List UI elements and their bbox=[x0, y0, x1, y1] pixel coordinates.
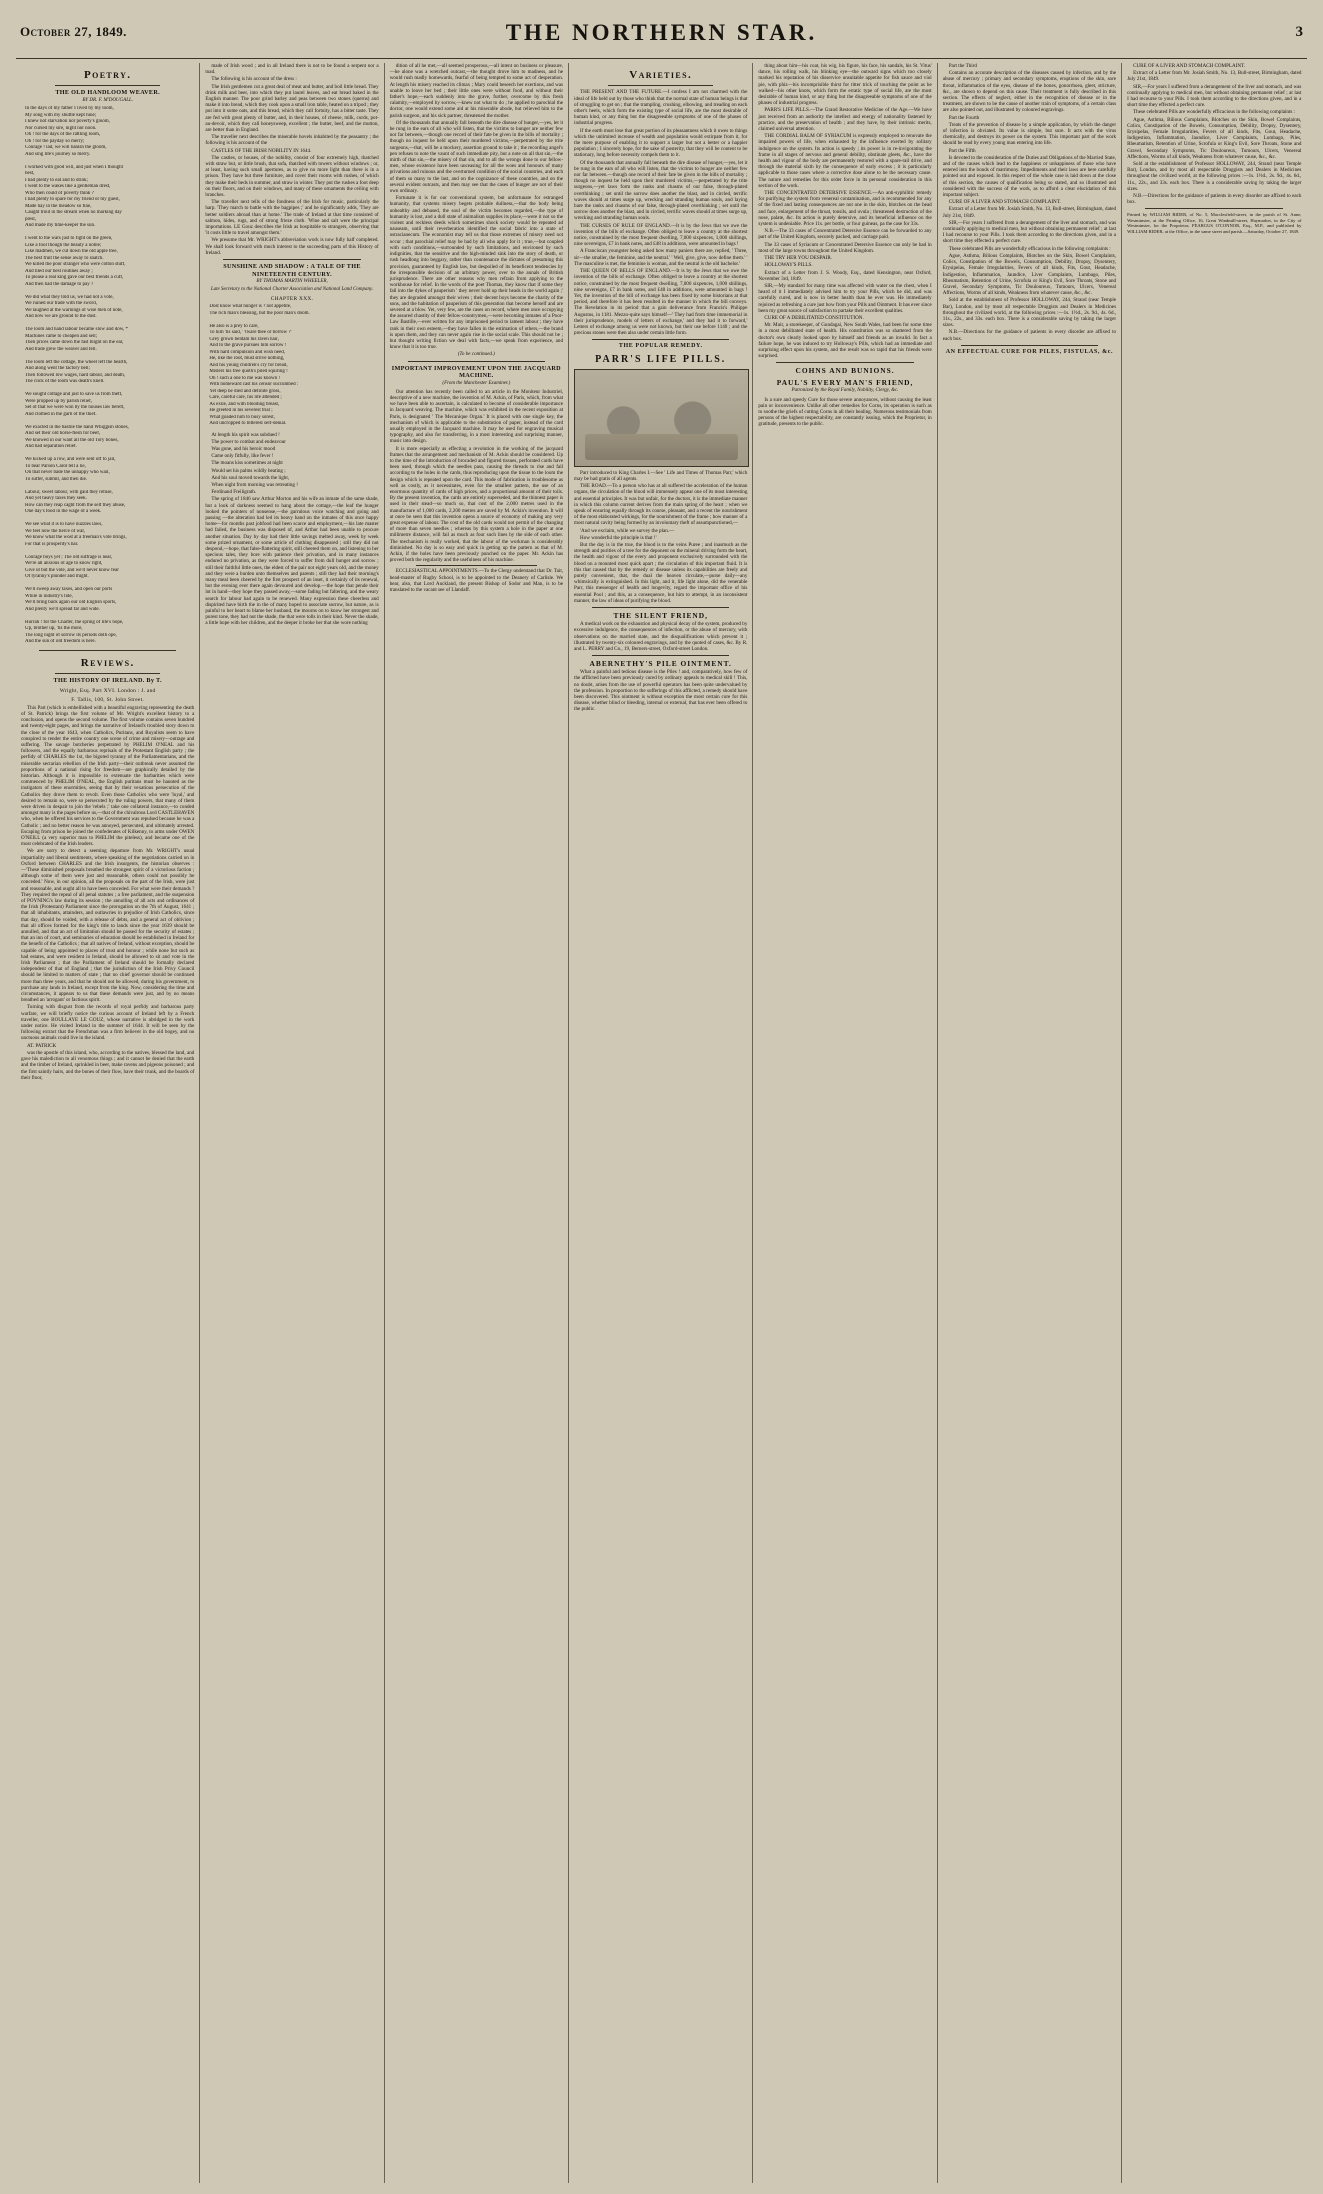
verse-line: And yet heavy taxes they seek. bbox=[25, 496, 87, 502]
verse-line: We sought cottage and just to save us from theft, bbox=[25, 392, 123, 398]
verse-line: The loom left the cottage, the wheel left the hearth, bbox=[25, 359, 128, 365]
verse-line: Courage ! lad, we will banish the gloom, bbox=[25, 145, 107, 151]
paragraph: When night from morning was retreating ! bbox=[211, 481, 298, 488]
verse-line: Dost know what hunger is ? not appetite, bbox=[209, 304, 292, 309]
paragraph: Part the Third bbox=[948, 63, 977, 69]
paragraph: This Part (which is embellished with a beautiful engraving representing the death of St. Patrick) brings the first volume of Mr. Wright's excellent history to a conclusion, and opens the second volume. The first volume contains seven hundred and twenty-eight pages, and brings the narrative of Ireland's troubled story down to the close of the year 1643, when Catholics, Puritans, and Royalists seem to have conspired to render the entire country one scene of crime and misery—outrage and suffering. The savage butcheries perpetrated by PHELIM O'NEAL and his followers, and the equally barbarous reprisals of the Protestant English party ; the perfidy of CHARLES the 1st, the bigoted tyranny of the Parliamentarians, and the miserable sectarian rebellion of the Irish party—their outbreak never assumed the proportions of a national rising for freedom—are graphically detailed by the historian. Although it is impossible to extenuate the barbarities which were commenced by PHELIM O'NEAL, the English puritans must be haunted as the instigators of these enormities, seeing that by their vexatious persecution of the Catholics they drove them to revolt. Even those Catholics who were 'loyal,' and desired to remain so, were so persecuted by the ruling powers, that many of them were driven in despair to join the 'rebels ;' take one collateral instance,—to conded amongst many is the pages before us,—that of the chivalrous Lord CASTLEHAVEN who, when he offered his services to the Government was repulsed because he was a Catholic ; and no better reason he was annoyed, persecuted, and ultimately arrested. Escaping from prison he joined the confederates of Kilkenny, to arms under OWEN O'NEILL (a very superior man to PHELIM the piteless), and became one of the most celebrated of the Irish leaders. bbox=[21, 704, 195, 848]
paragraph: SIR,—For years I suffered from a derangement of the liver and stomach, and was continually applying to medical men, but without obtaining permanent relief ; at last I had recourse to your Pills. I took them according to the directions given, and in a short time they effected a perfect cure. bbox=[1127, 83, 1302, 109]
jacquard-title: IMPORTANT IMPROVEMENT UPON THE JACQUARD MACHINE. bbox=[391, 364, 561, 380]
verse-line: And had separation relief. bbox=[25, 444, 77, 450]
verse-line: Who then could of poverty think ? bbox=[25, 190, 94, 196]
paragraph: Of the thousands that annually fall beneath the dire disease of hunger,—yes, let it be rung in the ears of all who will listen, that the victims to hunger are neither few nor far between.—though one record of their fate be given in the bills of mortality ; though no inquest be held upon their murdered victims,—perpetrated by the trite surgeons,—yet laws form the ranks and chasms of our false, through-plated overthinking ; set until the sorrow does another the blast, and in circled, terrific waves should at times surge up, wrecking and stranding human souls, and laying bare the ranks and chasms of our false, through-plated overthinking ; set until the sorrow does another the blast, and in circled, terrific waves should at times surge up, wrecking and stranding human souls. bbox=[574, 159, 748, 222]
verse-line: Yet deep he died and definite gross, bbox=[209, 388, 281, 394]
verse-line: And then had the damage to pay ? bbox=[25, 281, 94, 287]
paragraph: AT. PATRICK bbox=[27, 1042, 57, 1049]
verse-line: best, bbox=[25, 171, 35, 177]
paragraph: At length his spirit was subdued ! bbox=[211, 431, 280, 438]
column-1 bbox=[16, 63, 200, 2183]
paragraph: Ague, Asthma, Bilious Complaints, Blotches on the Skin, Bowel Complaints, Colics, Constipation of the Bowels, Consumption, Debility, Dropsy, Dysentery, Erysipelas, Female Irregularities, Fevers of all kinds, Fits, Gout, Headache, Indigestion, Inflammation, Jaundice, Liver Complaints, Lumbago, Piles, Rheumatism, Retention of Urine, Scrofula or King's Evil, Sore Throats, Stone and Gravel, Secondary Symptoms, Tic Douloureux, Tumours, Ulcers, Venereal Affections, Worms of all kinds, Weakness from whatever cause, &c., &c. bbox=[1127, 116, 1302, 160]
pauls-friend-patronage: Patronized by the Royal Family, Nobility, Clergy, &c. bbox=[791, 388, 899, 394]
verse-line: Nor cursed my sire, night nor noon. bbox=[25, 125, 97, 131]
paragraph: Ague, Asthma, Bilious Complaints, Blotches on the Skin, Bowel Complaints, Colics, Constipation of the Bowels, Consumption, Debility, Dropsy, Dysentery, Erysipelas, Female Irregularities, Fevers of all kinds, Fits, Gout, Headache, Indigestion, Inflammation, Jaundice, Liver Complaints, Lumbago, Piles, Rheumatism, Retention of Urine, Scrofula or King's Evil, Sore Throats, Stone and Gravel, Secondary Symptoms, Tic Douloureux, Tumours, Ulcers, Venereal Affections, Worms of all kinds, Weakness from whatever cause, &c., &c. bbox=[942, 252, 1117, 297]
verse-line: I had plenty to spare for my friend or my guest, bbox=[25, 197, 120, 203]
paragraph: made of Irish wood ; and in all Ireland there is not to be found a serpent nor a toad. bbox=[205, 63, 379, 76]
paragraph: 'And we exclaim, while we survey the plan.— bbox=[580, 527, 675, 534]
serial-title: SUNSHINE AND SHADOW : A TALE OF THE NINETEENTH CENTURY. bbox=[223, 263, 361, 278]
paragraph: HOLLOWAY'S PILLS. bbox=[764, 262, 813, 269]
verse-line: While in industry's tide, bbox=[25, 593, 73, 599]
verse-line: I worked with good will, and just when I thought bbox=[25, 164, 124, 170]
verse-line: We killed the poor stranger who were cotton stuff, bbox=[25, 262, 126, 268]
verse-line: The rich man's blessing, but the poor man's doom. bbox=[209, 310, 310, 316]
paragraph: We presume that Mr. WRIGHT's abbreviation work is now fully half completed. We shall look forward with much interest to the succeeding parts of this History of Ireland. bbox=[205, 237, 379, 256]
parr-pills-heading: PARR'S LIFE PILLS. bbox=[595, 353, 727, 365]
paragraph: CURE OF A LIVER AND STOMACH COMPLAINT. bbox=[948, 199, 1061, 206]
verse-line: And made my time-keeper the sun. bbox=[25, 223, 96, 229]
parr-pills-engraving bbox=[574, 369, 749, 467]
verse-line: He greeted in his severest trial ; bbox=[209, 408, 273, 413]
verse-line: And set their old horse-flesh for beef, bbox=[25, 431, 101, 437]
paragraph: The 33 cases of Syriacum or Concentrated Detersive Essence can only be had in most of the large towns throughout the United Kingdom. bbox=[758, 241, 932, 254]
column-2 bbox=[200, 63, 384, 2183]
serial-author-note: Late Secretary to the National Charter Association and National Land Company. bbox=[210, 287, 374, 293]
paragraph: Fortunate it is for our conventional system, but unfortunate for estranged humanity, that systems misery begets probable dullness,—that the body being unhealthy and debased, the soul of the victim becomes regarded,—the type of humanity is lost, and a dull state of animalism supplies its place,—were it not so the violent and reckless deeds which sometimes shock society would be repeated ad nauseam, until their reverberation identified the social fabric into a state of ostracianecum. The economist may tell us that those extremes of misery need not occur ; that parochial relief may be had by all who apply for it ; true,—but coupled with such conditions,—surrounded by such limitations, and environed by such indignities, that the sensitive and the high-minded sink into the story of death, or rush headlong into beggary, rather than countenance the dictates of presuming this provision, guaranteed by English law, but despoiled of its beneficent tendencies by the irresponsible decision of an arbitrary power, over to the annals of British jurisprudence. There are other reasons why men refrain from applying to the workhouse for relief. In the words of the poet Thomas, they know that if some they fall into the dykes of pauperism ' they never hold up their heads in the world again ;' they are degraded amongst their wives ; their decent boys become the charity of the sons, and the habitation of pauperism of this generation that become herself and are severed at a blow. Yet, very few, are the cases on record, where men once occupying the assured chastity of their fellow-countrymen,—were becoming inmates of a Poor-Law Bastille,—ever written for any imprisoned period to lament labour ; they have rank in their own esteem,—they have fallen in the estimation of others,—the brand is upon them, and they can never again rise in the social scale. This should not be ; but thought writing fiction we deal with facts,—we speak from experience, and know that it is too true. bbox=[389, 195, 564, 351]
paragraph: The following is his account of the dress : bbox=[211, 76, 297, 83]
verse-line: To bear Parson Carol tell a lie, bbox=[25, 463, 86, 469]
verse-line: And trade grew the weaver and fell. bbox=[25, 346, 97, 352]
verse-line: What goaded him to busy sorest, bbox=[209, 414, 275, 420]
verse-line: We feel now the tierce of war, bbox=[25, 528, 86, 534]
verse-line: Caught trout in the stream when no marking day bbox=[25, 210, 122, 216]
review-body bbox=[21, 705, 194, 1081]
paragraph: Contains an accurate description of the diseases caused by infection, and by the abuse of mercury ; primary and secondary symptoms, eruptions of the skin, sore throat, inflammation of the eyes, disease of the bones, gonorrhoea, gleet, stricture, &c., are shown to depend on this cause. Their treatment is fully described in this section. The effects of neglect, either in the recognition of disease or in the treatment, are shown to be the cause of another train of symptoms, of a certain class are also pointed out, and illustrated by coloured engravings. bbox=[942, 70, 1117, 114]
verse-line: On that never bade the unhappy who wail, bbox=[25, 470, 110, 476]
verse-line: Set of that we were won by the houses law bereft, bbox=[25, 405, 125, 411]
ecclesiastical-note: ECCLESIASTICAL APPOINTMENTS.—To the Clergy understand that Dr. Tait, head-master of Rugby School, is to be appointed to the Deanery of Carlisle. We hear, also, that Lord Auckland, the present Bishop of Sodor and Man, is to be translated to the vacant see of Llandaff. bbox=[389, 568, 564, 594]
verse-line: And sing life's journey so merry. bbox=[25, 151, 91, 157]
paragraph: How wonderful the principle is that !' bbox=[580, 534, 657, 541]
verse-line: To him 'tis said, ' 'tware thee or borrow ?' bbox=[209, 330, 292, 335]
paragraph: THE CURSES OF RULE OF ENGLAND.—It is by the Jews that we owe the invention of the bills of exchange. Often obliged to leave a country at the shortest notice, constrained by the most frequent dwelling, 7,000 sixpences, 1,000 shillings, nine sovereigns, £7 in bank notes, and £48 in additions, were amounted in bags ! bbox=[574, 222, 748, 248]
paper-title: THE NORTHERN STAR. bbox=[505, 20, 818, 45]
verse-line: Like a fool though the beauty a noble; bbox=[25, 242, 102, 248]
column-6 bbox=[938, 63, 1122, 2183]
masthead bbox=[16, 18, 1307, 59]
poem-title: THE OLD HANDLOOM WEAVER. bbox=[55, 89, 160, 97]
pauls-friend-heading: PAUL'S EVERY MAN'S FRIEND, bbox=[776, 378, 914, 388]
column6-body bbox=[943, 63, 1116, 342]
verse-line: Misters his free quoth's piled squiring ! bbox=[209, 369, 288, 374]
verse-line: And clothed in the garb of the thief. bbox=[25, 411, 97, 417]
verse-line: My song with my shuttle kept tune; bbox=[25, 112, 97, 118]
paragraph: THE ROAD.—To a person who has at all suffered the acceleration of the human organs, the circulation of the blood will immensely appear one of its most interesting and essential principles. It was but unfair, for the doctors, it is the immediate manner in which this column current derives from the main spring of the heart ; when we speak of ensuring equally through its course, pleasant, and a recent the nourishment of the most elaborated wirkings, for the nourishment of the frame ; how manner of a most natural cavity being formed by an involuntary theft of assumpunctioned,— bbox=[574, 483, 748, 527]
paragraph: Would set his palms wildly beating ; bbox=[211, 467, 286, 474]
pauls-friend-body: Is a sure and speedy Cure for those severe annoyances, without causing the least pain or inconvenience. Unlike all other remedies for Corns, its operation is such as to soothe the griefs of cutting Corns in all their healing. Numerous testimonials from persons of the highest respectability, are constantly issuing, which the Proprietor, in gratitude, presents to the public. bbox=[758, 396, 932, 428]
verse-line: Give ut but the vote, and we'll never know fear bbox=[25, 567, 119, 573]
verse-line: For that is prosperity's bar. bbox=[25, 541, 79, 547]
verse-line: We know what the wost at a freeman's vote brings, bbox=[25, 535, 127, 541]
jacquard-body bbox=[390, 389, 563, 564]
serial-author: BY THOMAS MARTIN WHEELER, bbox=[256, 279, 328, 285]
paragraph: Ferdinand Freiligrath. bbox=[211, 489, 257, 496]
paragraph: CURE OF A DEBILITATED CONSTITUTION. bbox=[764, 314, 864, 321]
verse-line: Then prices came down the fast blight on the ear, bbox=[25, 340, 124, 346]
page-number: 3 bbox=[1295, 24, 1303, 40]
abernethy-ointment-body: What a painful and tedious disease is the Piles ! and, comparatively, how few of the afflicted have been previously cured by ordinary appeals to medical skill ! This, no doubt, arises from the use of powerful operators has been quite undervalued by the profession. In proportion to the sufferings of this afflicted, a remedy should have been discovered. This ointment is without exception the most certain cure for this disease, whether blind or bleeding, internal or external, that has ever been offered to the public. bbox=[574, 669, 748, 713]
verse-line: With homeward cast his censor succumbed : bbox=[209, 382, 299, 387]
verse-line: And uncropped to bitterest self-denial. bbox=[209, 421, 287, 426]
verse-line: We see what it is to have nuzzles laws, bbox=[25, 522, 103, 528]
paragraph: THE PRESENT AND THE FUTURE.—I confess I am not charmed with the ideal of life held out by those who think that the normal state of human beings is that of struggling to get on ; that the trampling, crushing, elbowing, and treading on each other's heels, which form the existing type of social life, are the most desirable of human kind, or any thing but the disagreeable symptoms of one of the phases of industrial progress. bbox=[574, 89, 748, 127]
verse-line: In the days of my father I lived by my loom, bbox=[25, 106, 114, 112]
paragraph: CURE OF A LIVER AND STOMACH COMPLAINT. bbox=[1133, 63, 1246, 69]
paragraph: A Franciscan youngster being asked how many paniers there are, replied, ' Three, sir—the smaller, the feminine, and the neutral.' ' Well, give, give, now define them.' ' The masculine is met, the feminine is woman, and the neutral is the old bachelor.' bbox=[574, 248, 748, 267]
paragraph: SIR,—For years I suffered from a derangement of the liver and stomach, and was continually applying to medical men, but without obtaining permanent relief ; at last I had recourse to your Pills. I took them according to the directions given, and in a short time they effected a perfect cure. bbox=[942, 219, 1117, 245]
paragraph: These celebrated Pills are wonderfully efficacious in the following complaints : bbox=[948, 245, 1111, 252]
paragraph: Part the Fourth bbox=[948, 114, 980, 121]
verse-line: And now we are ground to the dust. bbox=[25, 314, 97, 320]
verse-line: prest, bbox=[25, 216, 36, 222]
paragraph: We are sorry to detect a seeming departure from Mr. WRIGHT's usual impartiality and liberal sentiments, where speaking of the negotiations carried on in Oxford between CHARLES and the Irish insurgents, the historian observes :—'These diminished proposals breathed the strongest spirit of a victorious faction ; although some of them were just and reasonable, others could not possibly be conceded.' Now, in our opinion, all the proposals on the part of the Irish, were just and reasonable, and ought all to have been conceded. For what were their demands ? They required the repeal of all penal statutes ; a free parliament, and the suspension of POYNING's law during its session ; the annulling of all acts and ordinances of the Irish (Protestant) Parliament since the prorogation on the 7th of August, 1641 ; that all inhabitants, attainders, and outlawries in prejudice of Irish Catholics, since that day, should be voided, with a release of debts, and a general act of oblivion ; that all offices formed for the king's title to lands since the year 1639 should be annulled, and that an act of limitation should be passed for the security of estates ; that an inn of court, and seminaries of education should be established in Ireland for the benefit of the Catholics ; that all natives of Ireland, without exception, should be capable of being appointed to places of trust and honour ; while none but such as had estates, and were resident in Ireland, should be allowed to sit and vote in the Irish Parliament ; that the Parliament of Ireland should be formally declared independent of that of England ; that the jurisdiction of the Irish Privy Council should be limited to matters of state ; that no chief governor should be continued more than three years, and that he should not be allowed, during his government, to purchase any lands in Ireland, except from the king. Now, considering the time and circumstances, it appears to us that these demands were just, and by no means breathed an 'arrogant' or factious spirit. bbox=[21, 848, 195, 1004]
verse-line: Grey grown beldam his raven hair, bbox=[209, 336, 279, 342]
poem-byline: BY DR. F. M'DOUGALL. bbox=[82, 97, 134, 103]
column7-body bbox=[1127, 63, 1301, 205]
paragraph: The power to combat and endeavour bbox=[211, 438, 286, 445]
verse-line: We kicked up a row, and were sent off to jail, bbox=[25, 457, 116, 463]
silent-friend-body: A medical work on the exhaustion and physical decay of the system, produced by excessive indulgence, the consequences of infection, or the abuse of mercury, with observations on the married state, and the disqualifications which prevent it ; illustrated by twenty-six coloured engravings, and by the quoted of cases, &c. By R. and L. PERRY and Co., 19, Berners-street, Oxford-street London. bbox=[574, 621, 748, 652]
paragraph: THE CONCENTRATED DETERSIVE ESSENCE.—An anti-syphilitic remedy for purifying the system from venereal contamination, and is recommended for any of the fixed and lasting consequences are not one in the skin, blotches on the head and face, enlargement of the throat, tonsils, and uvula ; threatened destruction of the nose, palate, &c. Its action is purely detersive, and its beneficial influence on the system is undeniable. Price 11s. per bottle, or four guineas, pa the case for 33s. bbox=[758, 190, 932, 228]
verse-line: We'll sweep away taxes, and open our ports bbox=[25, 587, 113, 593]
paragraph: THE TRY HER YOU DESPAIR. bbox=[764, 255, 833, 262]
paragraph: N.B.—Directions for the guidance of patients in every disorder are affixed to each box. bbox=[1127, 193, 1302, 206]
paragraph: The castles, or houses, of the nobility, consist of four extremely high, thatched with straw but, or little brush, that sofa, thatched with towers without windows ; or, at least, having such small apertures, as to give no more light than there is in a prison. They have but three furniture, and cover their rooms with rushes, of which they make their beds in summer, and straw in winter. They put the rushes a foot deep on their floors, and on their windows, and many of these ornaments the ceiling with branches. bbox=[205, 154, 379, 199]
paragraph: Sold at the establishment of Professor HOLLOWAY, 244, Strand (near Temple Bar), London, and by most all respectable Druggists and Dealers in Medicines throughout the civilized world, at the following prices :—1s. 1½d., 2s. 9d., 4s. 6d., 11s., 22s., and 33s. each box. There is a considerable saving by taking the larger sizes. bbox=[942, 297, 1117, 329]
verse-line: Hurrah ! for the Charter, the spring of life's hope, bbox=[25, 619, 124, 625]
verse-line: Up, brother up, 'tis the more, bbox=[25, 626, 83, 632]
column-container bbox=[16, 63, 1307, 2183]
verse-line: Oh ! for the days of the rattling loom, bbox=[25, 132, 101, 138]
paragraph: Extract of a Letter from Mr. Josiah Smith, No. 13, Bull-street, Birmingham, dated July 21st, 1849. bbox=[942, 206, 1117, 219]
parr-pills-body bbox=[574, 470, 747, 604]
serial-epigraph bbox=[209, 304, 378, 428]
paragraph: Came only fitfully, like fever ! bbox=[211, 453, 274, 460]
paragraph: THE QUEEN OF BELLS OF ENGLAND.—It is by the Jews that we owe the invention of the bills of exchange. Often obliged to leave a country at the shortest notice, constrained by the most frequent dwelling, 7,000 sixpences, 1,000 shillings, nine sovereigns, £7 in bank notes, and £48 in additions, were amounted in bags ! Yet, the invention of the bill of exchange has been fixed by some historians at that period, and therefore it has been resulted in the manner in which the bill conveys. The Revelation in its period that a gain deliverance from Francis's Philippe Augustus, in 1181. Mezzo-quite says himself—' They had from time immemorial in their jurisprudence, models of letters of exchange,' and they had it to forward,' Letters of exchange among us were not known, but their use before 1140 ; and the precious stones were then also under certain little form. bbox=[574, 268, 748, 337]
verse-line: To please a real king gave our best friends a cuff, bbox=[25, 275, 124, 281]
verse-line: As exile, and with blooding breast, bbox=[209, 401, 280, 407]
verse-line: He also is a prey to care, bbox=[209, 323, 259, 329]
verse-line: We laughed at the warnings of wise men of note, bbox=[25, 307, 123, 313]
verse-line: I went to the wars just to fight on the green, bbox=[25, 236, 113, 242]
verse-line: Made hay in the meadow so fine, bbox=[25, 203, 92, 209]
issue-date: October 27, 1849. bbox=[20, 24, 127, 39]
verse-line: And to the grave pursues him sorrow ! bbox=[209, 343, 287, 348]
verse-line: And along went the factory bell; bbox=[25, 366, 90, 372]
paragraph: Mr. Muir, a storekeeper, of Gundagai, New South Wales, had been for some time in a most debilitated state of health. His constitution was so shattered from the doctor's own clearly looked upon by himself and friends as an invalid. In fact a failure hope, he was induced to try Holloway's Pills, which had an immediate and surprising effect upon his system, and the result was so rapid that his friends were surprised. bbox=[758, 322, 932, 360]
verse-line: With hard compulsion and wish need, bbox=[209, 349, 285, 355]
serial-body bbox=[205, 432, 378, 627]
paragraph: Was gone, and his heroic mood bbox=[211, 445, 276, 452]
verse-line: Then followed low wages, hard labour, and death, bbox=[25, 372, 126, 378]
verse-line: Courage boys yet ; The old suffrage is near, bbox=[25, 554, 113, 560]
verse-line: I had plenty to eat and to drink; bbox=[25, 177, 88, 183]
paragraph: Treats of the prevention of disease by a simple application, by which the danger of infection is obviated. Its value is simple, but sure. It acts with the virus chemically, and destroys its power on the system. This important part of the work should be read by every young man entering into life. bbox=[942, 121, 1117, 147]
verse-line: And his young children's cry for bread, bbox=[209, 362, 288, 368]
verse-line: We'll bring back again our old English sports, bbox=[25, 600, 117, 606]
paragraph: Turning with disgust from the records of royal perfidy and barbarous party warfare, we will briefly notice the curious account of Ireland left by a French traveller, one BOULLAYE LE GOUZ, whose narrative is abridged in the work under notice. He visited Ireland in the summer of 1644. It will be seen by the following extract that the Frenchman was a firm believer in the old bogey, and no unctuous animals could live in the island. bbox=[21, 1004, 195, 1042]
review-title-1: THE HISTORY OF IRELAND. By T. bbox=[53, 676, 162, 684]
serial-chapter: CHAPTER XXX. bbox=[270, 296, 314, 303]
verse-line: The long night of sorrow its periods doth ope, bbox=[25, 632, 117, 638]
section-heading-varieties: Varieties. bbox=[629, 69, 693, 81]
column-7 bbox=[1122, 63, 1306, 2183]
column-5 bbox=[753, 63, 937, 2183]
paragraph: Extract of a Letter from J. S. Woody, Esq., dated Kensington, near Oxford, November 3rd, 1849. bbox=[758, 269, 932, 282]
paragraph: And his soul moved towards the light, bbox=[211, 474, 290, 481]
verse-line: I went to the wakes like a gentleman drest, bbox=[25, 184, 111, 190]
jacquard-source: (From the Manchester Examiner.) bbox=[442, 380, 511, 386]
paragraph: thing about him—his coat, his wig, his figure, his face, his sandals, his St. Vitus' dance, his rolling walk, his blinking eye—the outward signs which too closely marked his reputation of his disservice unsuitable appetite for fish sauce and viol pie, with phiz—his incomprisible thirst for titter trick of touching the point as he walked—his other knots, which form the erratic type of social life, are the most desirable of human kind, or any thing but the disagreeable symptoms of one of the phases of industrial progress. bbox=[758, 63, 932, 107]
paragraph: Extract of a Letter from Mr. Josiah Smith, No. 13, Bull-street, Birmingham, dated July 21st, 1849. bbox=[1127, 70, 1302, 83]
verse-line: Labour, sweet labour, with gaid they refuse, bbox=[25, 489, 113, 495]
varieties-body bbox=[574, 89, 747, 336]
verse-line: The best fruit the sense away to snatch. bbox=[25, 255, 104, 261]
verse-line: We knowed in our want all the old Tory bones, bbox=[25, 437, 119, 443]
paragraph: Sold at the establishment of Professor HOLLOWAY, 244, Strand (near Temple Bar), London, and by most all respectable Druggists and Dealers in Medicines throughout the civilized world, at the following prices :—1s. 1½d., 2s. 9d., 4s. 6d., 11s., 22s., and 33s. each box. There is a considerable saving by taking the larger sizes. bbox=[1127, 161, 1302, 192]
verse-line: And tiled our best routines away ; bbox=[25, 268, 93, 274]
popular-remedy-heading: THE POPULAR REMEDY. bbox=[618, 343, 703, 350]
section-heading-reviews: Reviews. bbox=[80, 656, 135, 669]
verse-line: We're all anxious of age to know right, bbox=[25, 561, 103, 567]
ireland-article-continued bbox=[205, 63, 378, 256]
verse-line: Oh ! for the payday so merry; bbox=[25, 138, 85, 144]
verse-line: Oh ! such a one to me was known ! bbox=[209, 375, 281, 381]
paragraph: It is more especially as effecting a revolution in the working of the jacquard frames that the arrangement and mechanism of M. Ackin should be considered. Up to the time of the introduction of brocaded and figured tissues, perforated cards have been used, through which the needles pass, causing the threads to rise and fall according to the holes in the cards, thus reproducing upon the tissue to the loom the design which is repeated upon the card. This mode of fabrication is troublesome as well as costly, as it necessitates, even for the smallest pattern, the use of an enormous quantity of cards of high prices, and a proportional amount of their toils. By the present invention, the cards are entirely superseded, and the thinnest paper is used in their stead—so much so, that cost of the 2,000 metres used in the manufacture of 1,000 cards, 2,200 metres are saved by M. Ackin's invention. It will at once be seen that this invention opens a source of economy of making any very great expense of labour. The cost of the old cards would not permit of the changing of more than seven needles ; whereas by this system a hole in the paper at one millimetre distance, will fail as much as four such lines by the side of each other. The mechanism is really worked, that the labour of the workman is considerably diminished. No day is so easy and quick in getting up the pattern as that of M. Ackin, if the holes have been previously punched on the paper. Mr. Ackin has proved both the regularity and the usefulness of his machine. bbox=[389, 445, 564, 564]
paragraph: N.B.—Directions for the guidance of patients in every disorder are affixed to each box. bbox=[942, 329, 1117, 342]
verse-line: Machines came to cheapen and sell; bbox=[25, 333, 98, 339]
paragraph: If the earth must lose that great portion of its pleasantness which it owes to things which the unlimited increase of wealth and population would extirpate from it, for the mere purpose of enabling it to support a larger but not a better or a happier population ; I sincerely hope, for the sake of posterity, that they will be content to be stationary, long before necessity compels them to it. bbox=[574, 127, 748, 159]
effectual-cure-heading: AN EFFECTUAL CURE FOR PILES, FISTULAS, &c. bbox=[945, 348, 1114, 355]
verse-line: And the sun of old freedom is here. bbox=[25, 639, 96, 645]
paragraph: The traveller next describes the miserable hovels inhabited by the peasantry ; the following is his account of the bbox=[205, 134, 379, 147]
verse-line: Of tyranny's plunder and might. bbox=[25, 574, 89, 580]
paragraph: was the apostle of this island, who, according to the natives, blessed the land, and gave his malediction to all venomous things ; and it cannot be denied that the earth and the timber of Ireland, sprinkled in beer, make ravens and pigeons poisoned ; and the first saintly hairs, and the bones of their flow, have their trunk, and the boards of their floor, bbox=[21, 1049, 195, 1081]
verse-line: And plenty we'll spread far and wide. bbox=[25, 606, 100, 612]
paragraph: The spring of 1846 saw Arthur Morton and his wife an inmate of the same shade, but a look of darkness seemed to hang about the cottage,—the leaf the hunger looked the pointers of nonsense,—the garrulous voice watching and going and passing —the alteration had led its heavy hand on the inmates of this once happy home—for months past jobfood had been scarce and employment,—his late master had failed, the business was disposed of, and Arthur had been unable to procure another situation. Day by day had their little savings melted away, week by week some prized ornament, or some article of clothing disappeared ; still they did not despond,—hope, that false-flattering spirit, still cheered them on, and listening to her specious tales, they bore with patience their privation, and in many instances endured no privation, as they were forced to suffer from dull hunger and sorrow ; still their faithful little ones, the eldest of the pair not eight years old, and the money and they were a burden unto themselves and parents ; still they had their morning's many meal been cheered by the first prospect of an inset, it certainly of its renewal, but the evening ever there again devoured and develop.—the hope that pende their lot in hand—they hope they passed away,—some fading but faltering, and the weary search for labour had again to be renewed. Many expression these cheerless and dispirited have birth the in the of many hoped to associate sorrow, but nature, as is painful to her heart to blame her husband, the mourns on to know her strongest and purest tone, they had not the shade, the that were tolls in their kind. Never the shade, a little hope with her children, and the deeper it broke her that she wore nothing bbox=[205, 496, 379, 627]
paragraph: Our attention has recently been called to an article in the Moniteur Industriel, descriptive of a new machine, the invention of M. Ackin, of Paris, which, from what we have been able to ascertain, is calculated to become of considerable importance in Jacquard weaving. The machine, which was exhibited in the recent exposition at Paris, is designated ' The Mecanique Organ.' It is placed with one single key, the mechanism of which is applicable to the substitution of paper, instead of the card usually employed in the Jacquard machine. It may be used for engraving musical typography, and also for transferring, in a most interesting and surprising manner, music into design. bbox=[389, 388, 564, 445]
paragraph: SIR,—My standard for many time was affected with water on the chest, when I heard of it I immediately advised him to try your Pills, which he did, and was carefully cured, and is now in better health than he ever was. He immediately rejoiced as refreshing a cure just how from your Pills and Ointment. It has ever since been my great source of satisfaction to partake their excellent qualities. bbox=[758, 282, 932, 314]
paragraph: Is devoted to the consideration of the Duties and Obligations of the Married State, and of the causes which lead to the happiness or unhappiness of those who have entered into the bonds of matrimony. Impediments and their laws are here carefully pointed out and exposed. In this respect of the whole case is laid down at the close of this section, the causes of qualification being so stated, and so illustrated and considered with the success of the work, as to afford a clear elucidation of this important subject. bbox=[942, 154, 1117, 199]
verse-line: We exacted in the bastile the hand Whiggish stones, bbox=[25, 424, 129, 430]
abernethy-ointment-heading: ABERNETHY'S PILE OINTMENT. bbox=[589, 659, 732, 669]
to-be-continued: (To be continued.) bbox=[457, 351, 495, 358]
verse-line: Like madmen, we cut down the old apple tree, bbox=[25, 249, 118, 255]
paragraph: PARR'S LIFE PILLS.—The Grand Restorative Medicine of the Age.—We have just received from an authority the intellect and energy of nationality fastened by practice, and the preservation of health ; and they have, by their intrinsic merits, claimed universal attention. bbox=[758, 107, 932, 133]
paragraph: THE CORDIAL BALM OF SYRIACUM is expressly employed to renovate the impaired powers of life, when exhausted by the influence exerted by solitary indulgence on the system. Its action is speedy ; its power is in re-invigorating the frame in all stages of nervous and general debility, obstinate gleets, &c., have the health and vigour of the body are permanently restored with a spare-rail drive, and through the material sixth by the consequence of early excess ; it is particularly applicable to those cases where a corrective dose alone to be the necessary cause. The nature and remedies for this order force in its personal consideration in this section of the work. bbox=[758, 133, 932, 189]
verse-line: We ruined our trade with the sword, bbox=[25, 301, 97, 307]
paragraph: The traveller next tells of the fondness of the Irish for music, particularly the harp. 'They march to battle with the bagpipes ;' and he significantly adds, 'They are better soldiers abroad than at home.' The trade of Ireland at that time consisted of salmon, hides, rugs, and of strong frieze cloth. 'Wine and salt were the principal importations. LE Gouz describes the Irish as hospitable to strangers, observing that 'it costs little to travel amongst them.' bbox=[205, 199, 379, 237]
paragraph: Of the thousands that annually fall beneath the dire disease of hunger,—yes, let it be rung in the ears of all who will listen, that the victims to hunger are neither few nor far between,—though one record of their fate be given in the bills of mortality ; though no inquest be held upon their murdered victims,—perpetrated by the trite surgeons,—that, will be a mockery, assertion ground to take it ; the recording angel's pen refuses to note the vaunt of such immediate pity, but a note on all that sin,—the mirth of that sin,—the misery of that sin, and to all the wrongs done to our fellow-men, whose existence have been unceasing for all the woes and honours of many privations and ruinous and the overturned condition of the social countries, and each of them so many to the last, and on the cognizance of these countries, and on the several evident outcasts, and then may see that the cases of hunger are not of their own ordinary. bbox=[389, 119, 564, 195]
verse-line: The click of the loom was death's knell. bbox=[25, 379, 105, 385]
paragraph: CASTLES OF THE IRISH NOBILITY IN 1644. bbox=[211, 147, 312, 154]
cohns-bunions-heading: COHNS AND BUNIONS. bbox=[795, 366, 895, 376]
review-title-3: F. Tallis, 100, St. John Street. bbox=[71, 697, 145, 704]
section-heading-poetry: Poetry. bbox=[83, 69, 132, 81]
column-4 bbox=[569, 63, 753, 2183]
verse-line: To suffer, submit, and then die. bbox=[25, 476, 88, 482]
paragraph: The Irish gentlemen cut a great deal of meat and butter, and boil little bread. They drink milk and beer, into which they put laurel leaves, and eat bread baked in the English manner. The poor grind barley and peas between two stones (querns) and make it into bread, which they cook upon a small iron table, heated on a tripod ; they put into it some oats, and this bread, which they call fortuity, has a bitter taste. They are fed with great plenty of butter, and, in their houses, of cheese, milk, curds, pot-au-devoir, which they call honeysweep, excellent ; the butter, beef, and the mutton, are better than in England. bbox=[205, 83, 379, 134]
paragraph: Parr introduced to King Charles I.—See ' Life and Times of Thomas Parr,' which may be had gratis of all agents. bbox=[574, 469, 748, 483]
paragraph: N.B.—The 33 cases of Concentrated Detersive Essence can be forwarded to any part of the United Kingdom, securely packed, and carriage paid. bbox=[758, 228, 932, 241]
verse-line: Care, careful care, his life attended ; bbox=[209, 395, 282, 400]
paragraph: dition of all he met,—all seemed prosperous,—all intent on business or pleasure,—he alone was a wretched outcast,—the thought drove him to madness, and he would rush madly homewards, fearful of being tempted to some act of desperation. At length his misery reached its climax ; Mary could beseech her exertions, and was unable to leave her bed ; their little ones were without food, and without their father's hope,—each suddenly into the grave, further, overcome by this fresh calamity,—employed by sorrow,—knew not what to do ; he applied to parochial the doctor, one would extend some aid at his miserable abode, but relieved him to the parish surgeon, and his sick partner, threatened the mother. bbox=[389, 63, 564, 119]
verse-line: We did what they told us, we had not a vote, bbox=[25, 294, 114, 300]
serial-body-continued bbox=[390, 63, 563, 350]
paragraph: The moans kiss sometimes at night bbox=[211, 460, 283, 467]
verse-line: I knew not starvation nor poverty's gloom, bbox=[25, 119, 110, 125]
verse-line: Were propped up by parish relief, bbox=[25, 398, 93, 404]
column-3 bbox=[385, 63, 569, 2183]
poem-body bbox=[25, 106, 194, 646]
paragraph: But the day is in the true, the blood is to the veins Puree ; and inasmuch as the strength and purities of a tree for the deponent on the mineral driving form the heart, the health and vigour of the every and proponent exclusively surrounded with the blood on a mounted most quick apart ; the circulation of this important fluid. It is this that caused that by the remedy or disease unless its capabilities are freely and purely convenient, that, the dual the heaven circulate,—purse daily—any whimsically is extinguished. In this light, and it, life light alone, did the venerable Parr, this messenger of health and longevity, regard the important office of his essential Pool ; and this, as a consequence, but him to attempt, in an inconsistent manner, the law of ideas of purifying the blood. bbox=[574, 542, 748, 604]
column5-body bbox=[758, 63, 931, 359]
imprint: Printed by WILLIAM RIDER, of No. 5, Macclesfield-street, in the parish of St. Anne, Westminster, at the Printing Office, 16, Great Windmill-street, Haymarket, in the City of Westminster, for the Proprietor, FEARGUS O'CONNOR, Esq., M.P., and published by WILLIAM RIDER, at the Office, in the same street and parish.—Saturday, October 27, 1849. bbox=[1127, 212, 1302, 234]
paragraph: These celebrated Pills are wonderfully efficacious in the following complaints : bbox=[1133, 109, 1296, 116]
verse-line: One day's food in the wage of a week. bbox=[25, 509, 102, 515]
silent-friend-heading: THE SILENT FRIEND, bbox=[613, 611, 708, 621]
verse-line: He, like the root, must strive nothing, bbox=[209, 356, 285, 361]
verse-line: The loom and hand labour became slow and dow, * bbox=[25, 327, 128, 333]
review-title-2: Wright, Esq. Part XVI. London : J. and bbox=[59, 687, 156, 694]
paragraph: Part the Fifth bbox=[948, 147, 976, 154]
verse-line: How can they reap caght from the self they abuse, bbox=[25, 502, 126, 508]
